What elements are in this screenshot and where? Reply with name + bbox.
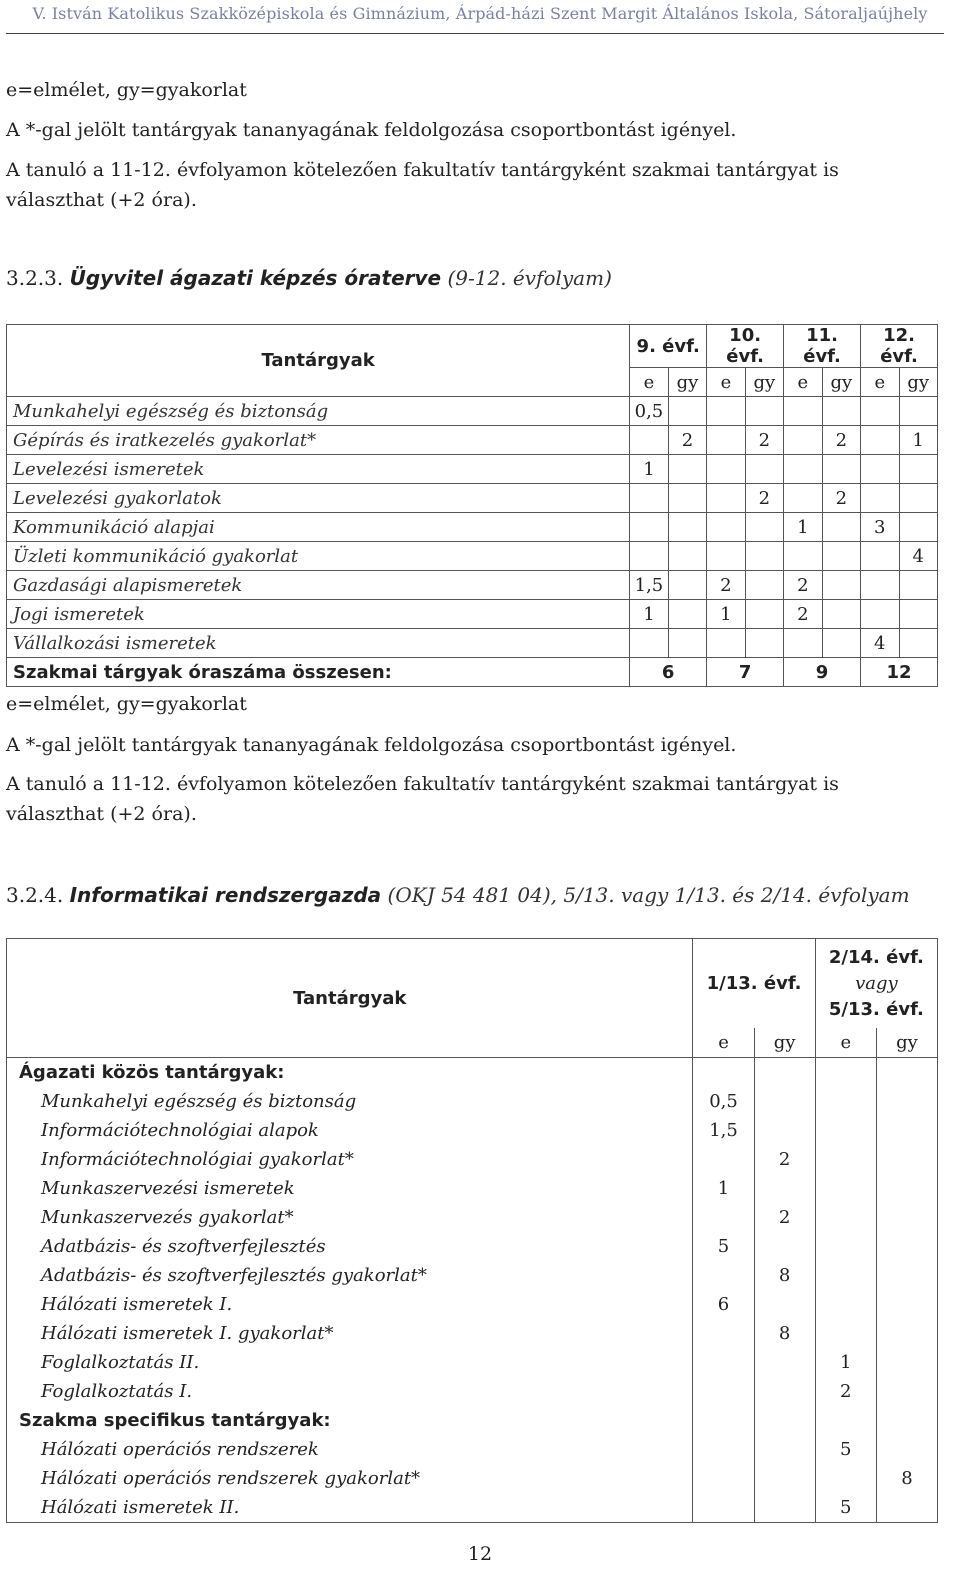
hours-cell xyxy=(899,455,938,484)
table-head-subjects: Tantárgyak xyxy=(7,939,693,1058)
category-label: Ágazati közös tantárgyak: xyxy=(7,1058,693,1088)
hours-cell xyxy=(745,571,783,600)
hours-cell xyxy=(822,542,860,571)
table-row xyxy=(7,1261,938,1290)
section-suffix: (OKJ 54 481 04), 5/13. vagy 1/13. és 2/14. évfolyam xyxy=(387,883,910,907)
table-row xyxy=(7,1464,938,1493)
hours-cell xyxy=(822,455,860,484)
legend: e=elmélet, gy=gyakorlat xyxy=(6,693,247,715)
table-row xyxy=(7,1290,938,1319)
table-row xyxy=(7,542,938,571)
hours-cell xyxy=(693,1435,754,1464)
hours-cell xyxy=(876,1174,937,1203)
hours-cell: 5 xyxy=(815,1493,876,1523)
hours-cell xyxy=(668,600,706,629)
hours-cell xyxy=(745,600,783,629)
hours-cell xyxy=(745,513,783,542)
hours-cell xyxy=(899,600,938,629)
hours-cell xyxy=(668,397,706,426)
hours-cell xyxy=(754,1493,815,1523)
table-row xyxy=(7,426,938,455)
table-row xyxy=(7,1174,938,1203)
hours-cell xyxy=(822,571,860,600)
col-gy: gy xyxy=(754,1028,815,1058)
subject-name: Levelezési ismeretek xyxy=(7,455,630,484)
subject-name: Munkahelyi egészség és biztonság xyxy=(7,397,630,426)
hours-cell: 0,5 xyxy=(630,397,668,426)
col-e: e xyxy=(861,368,899,397)
hours-cell: 2 xyxy=(754,1145,815,1174)
subject-name: Gazdasági alapismeretek xyxy=(7,571,630,600)
hours-cell xyxy=(899,629,938,658)
legend: e=elmélet, gy=gyakorlat xyxy=(6,79,247,101)
hours-cell xyxy=(784,629,822,658)
table-row xyxy=(7,1348,938,1377)
subject-name: Jogi ismeretek xyxy=(7,600,630,629)
subject-name: Adatbázis- és szoftverfejlesztés xyxy=(7,1232,693,1261)
hours-cell xyxy=(815,1464,876,1493)
hours-cell: 2 xyxy=(822,484,860,513)
hours-cell xyxy=(899,513,938,542)
hours-cell xyxy=(861,426,899,455)
hours-cell: 1 xyxy=(815,1348,876,1377)
hours-cell: 1 xyxy=(630,455,668,484)
hours-cell xyxy=(745,542,783,571)
hours-cell xyxy=(815,1174,876,1203)
hours-cell xyxy=(899,397,938,426)
hours-cell xyxy=(754,1464,815,1493)
hours-cell xyxy=(754,1232,815,1261)
total-label: Szakmai tárgyak óraszáma összesen: xyxy=(7,658,630,687)
total-cell: 9 xyxy=(784,658,861,687)
section-heading xyxy=(6,266,612,290)
col-gy: gy xyxy=(822,368,860,397)
note-group-split: A *-gal jelölt tantárgyak tananyagának feldolgozása csoportbontást igényel. xyxy=(6,734,737,756)
hours-cell xyxy=(668,484,706,513)
hours-cell xyxy=(876,1203,937,1232)
table-row xyxy=(7,629,938,658)
subject-name: Információtechnológiai gyakorlat* xyxy=(7,1145,693,1174)
subject-name: Foglalkoztatás II. xyxy=(7,1348,693,1377)
subject-name: Munkahelyi egészség és biztonság xyxy=(7,1087,693,1116)
table-row xyxy=(7,397,938,426)
hours-cell: 2 xyxy=(784,571,822,600)
subject-name: Munkaszervezés gyakorlat* xyxy=(7,1203,693,1232)
hours-cell xyxy=(876,1116,937,1145)
hours-cell xyxy=(693,1464,754,1493)
hours-cell: 8 xyxy=(876,1464,937,1493)
hours-cell xyxy=(630,513,668,542)
col-e: e xyxy=(707,368,745,397)
hours-cell xyxy=(876,1348,937,1377)
table-head-subjects: Tantárgyak xyxy=(7,325,630,397)
hours-cell: 1 xyxy=(693,1174,754,1203)
subject-name: Üzleti kommunikáció gyakorlat xyxy=(7,542,630,571)
hours-cell xyxy=(861,600,899,629)
subject-name: Levelezési gyakorlatok xyxy=(7,484,630,513)
section-suffix: (9-12. évfolyam) xyxy=(447,266,612,290)
page-header: V. István Katolikus Szakközépiskola és Gimnázium, Árpád-házi Szent Margit Általános Iskola, Sátoraljaújhely xyxy=(32,4,928,23)
hours-cell xyxy=(876,1261,937,1290)
table-row xyxy=(7,1087,938,1116)
table-row xyxy=(7,1145,938,1174)
hours-cell xyxy=(707,426,745,455)
hours-cell: 1 xyxy=(707,600,745,629)
hours-cell xyxy=(876,1087,937,1116)
hours-cell xyxy=(754,1116,815,1145)
hours-cell xyxy=(861,455,899,484)
section-title: Informatikai rendszergazda xyxy=(69,883,382,907)
table-row xyxy=(7,1116,938,1145)
hours-cell: 2 xyxy=(707,571,745,600)
hours-cell xyxy=(754,1348,815,1377)
col-e: e xyxy=(784,368,822,397)
hours-cell xyxy=(707,455,745,484)
hours-cell xyxy=(861,571,899,600)
hours-cell xyxy=(693,1145,754,1174)
table-row xyxy=(7,1435,938,1464)
hours-cell: 1,5 xyxy=(693,1116,754,1145)
hours-cell xyxy=(876,1377,937,1406)
year-header: 10. évf. xyxy=(707,325,784,368)
table-row xyxy=(7,455,938,484)
hours-cell xyxy=(693,1377,754,1406)
hours-cell: 1 xyxy=(630,600,668,629)
hours-cell xyxy=(707,484,745,513)
hours-cell xyxy=(784,455,822,484)
hours-cell xyxy=(668,455,706,484)
subject-name: Kommunikáció alapjai xyxy=(7,513,630,542)
year-header: 11. évf. xyxy=(784,325,861,368)
hours-cell: 8 xyxy=(754,1319,815,1348)
col-gy: gy xyxy=(876,1028,937,1058)
table-row xyxy=(7,600,938,629)
hours-cell xyxy=(693,1319,754,1348)
hours-cell xyxy=(784,397,822,426)
section-number: 3.2.3. xyxy=(6,266,64,290)
table-row xyxy=(7,513,938,542)
total-cell: 6 xyxy=(630,658,707,687)
hours-cell xyxy=(815,1319,876,1348)
hours-cell: 2 xyxy=(745,484,783,513)
subject-name: Hálózati ismeretek I. xyxy=(7,1290,693,1319)
year-header-line: 5/13. évf. xyxy=(828,998,924,1020)
hours-cell: 2 xyxy=(668,426,706,455)
total-cell: 12 xyxy=(861,658,938,687)
hours-cell xyxy=(784,484,822,513)
hours-cell: 2 xyxy=(822,426,860,455)
hours-cell xyxy=(630,426,668,455)
hours-cell xyxy=(693,1261,754,1290)
hours-cell xyxy=(822,629,860,658)
hours-cell: 8 xyxy=(754,1261,815,1290)
hours-cell xyxy=(815,1261,876,1290)
col-gy: gy xyxy=(745,368,783,397)
hours-cell: 2 xyxy=(784,600,822,629)
hours-cell xyxy=(754,1435,815,1464)
hours-cell xyxy=(861,542,899,571)
hours-cell xyxy=(815,1290,876,1319)
year-header: 9. évf. xyxy=(630,325,707,368)
hours-cell xyxy=(693,1493,754,1523)
subject-name: Hálózati operációs rendszerek gyakorlat* xyxy=(7,1464,693,1493)
total-cell: 7 xyxy=(707,658,784,687)
hours-cell xyxy=(668,629,706,658)
hours-cell xyxy=(707,542,745,571)
hours-cell: 2 xyxy=(754,1203,815,1232)
page-number: 12 xyxy=(467,1543,493,1565)
hours-cell xyxy=(630,484,668,513)
year-header xyxy=(815,939,937,1029)
subject-name: Adatbázis- és szoftverfejlesztés gyakorlat* xyxy=(7,1261,693,1290)
hours-cell xyxy=(876,1145,937,1174)
section-heading xyxy=(6,883,910,907)
hours-cell xyxy=(815,1087,876,1116)
note-elective: A tanuló a 11-12. évfolyamon kötelezően fakultatív tantárgyként szakmai tantárgyat is választhat (+2 óra). xyxy=(6,773,839,825)
hours-cell: 1,5 xyxy=(630,571,668,600)
table-row xyxy=(7,1493,938,1523)
table-row xyxy=(7,1203,938,1232)
col-gy: gy xyxy=(668,368,706,397)
hours-cell xyxy=(899,571,938,600)
hours-cell xyxy=(876,1435,937,1464)
col-e: e xyxy=(693,1028,754,1058)
hours-cell xyxy=(630,542,668,571)
hours-cell: 6 xyxy=(693,1290,754,1319)
year-header-line: 2/14. évf. xyxy=(828,946,924,968)
subject-name: Vállalkozási ismeretek xyxy=(7,629,630,658)
hours-cell xyxy=(707,397,745,426)
category-label: Szakma specifikus tantárgyak: xyxy=(7,1406,693,1435)
hours-cell: 1 xyxy=(899,426,938,455)
hours-cell xyxy=(822,513,860,542)
hours-cell: 5 xyxy=(815,1435,876,1464)
hours-cell xyxy=(876,1290,937,1319)
hours-cell xyxy=(754,1377,815,1406)
col-e: e xyxy=(630,368,668,397)
hours-cell: 3 xyxy=(861,513,899,542)
subject-name: Hálózati ismeretek II. xyxy=(7,1493,693,1523)
hours-cell xyxy=(784,542,822,571)
hours-cell: 1 xyxy=(784,513,822,542)
hours-cell: 2 xyxy=(815,1377,876,1406)
header-rule xyxy=(6,33,944,34)
hours-cell xyxy=(668,513,706,542)
table-row xyxy=(7,571,938,600)
hours-cell: 4 xyxy=(899,542,938,571)
year-header-or: vagy xyxy=(855,972,898,994)
hours-cell xyxy=(784,426,822,455)
subject-name: Munkaszervezési ismeretek xyxy=(7,1174,693,1203)
hours-cell xyxy=(745,455,783,484)
note-elective: A tanuló a 11-12. évfolyamon kötelezően fakultatív tantárgyként szakmai tantárgyat is választhat (+2 óra). xyxy=(6,159,839,211)
hours-cell xyxy=(861,397,899,426)
hours-cell xyxy=(822,397,860,426)
hours-cell xyxy=(707,629,745,658)
hours-cell xyxy=(754,1087,815,1116)
hours-cell xyxy=(668,542,706,571)
hours-cell xyxy=(815,1116,876,1145)
subject-name: Hálózati operációs rendszerek xyxy=(7,1435,693,1464)
hours-cell: 4 xyxy=(861,629,899,658)
hours-cell: 5 xyxy=(693,1232,754,1261)
subject-name: Információtechnológiai alapok xyxy=(7,1116,693,1145)
hours-cell xyxy=(630,629,668,658)
hours-cell xyxy=(815,1145,876,1174)
section-title: Ügyvitel ágazati képzés óraterve xyxy=(69,266,442,290)
note-group-split: A *-gal jelölt tantárgyak tananyagának feldolgozása csoportbontást igényel. xyxy=(6,119,737,141)
hours-cell xyxy=(668,571,706,600)
hours-cell xyxy=(693,1203,754,1232)
col-gy: gy xyxy=(899,368,938,397)
hours-cell xyxy=(754,1290,815,1319)
hours-cell xyxy=(754,1174,815,1203)
hours-cell xyxy=(861,484,899,513)
hours-cell xyxy=(815,1203,876,1232)
total-row xyxy=(7,658,938,687)
section-number: 3.2.4. xyxy=(6,883,64,907)
hours-cell xyxy=(876,1232,937,1261)
table-row xyxy=(7,1377,938,1406)
table-row xyxy=(7,484,938,513)
year-header: 1/13. évf. xyxy=(693,939,815,1029)
table-row xyxy=(7,1232,938,1261)
hours-cell: 0,5 xyxy=(693,1087,754,1116)
hours-cell: 2 xyxy=(745,426,783,455)
hours-cell xyxy=(745,397,783,426)
hours-cell xyxy=(745,629,783,658)
hours-cell xyxy=(899,484,938,513)
year-header: 12. évf. xyxy=(861,325,938,368)
hours-cell xyxy=(815,1232,876,1261)
subject-name: Foglalkoztatás I. xyxy=(7,1377,693,1406)
hours-cell xyxy=(822,600,860,629)
col-e: e xyxy=(815,1028,876,1058)
subject-name: Gépírás és iratkezelés gyakorlat* xyxy=(7,426,630,455)
hours-cell xyxy=(693,1348,754,1377)
hours-cell xyxy=(876,1493,937,1523)
rendszergazda-table xyxy=(6,938,938,1523)
subject-name: Hálózati ismeretek I. gyakorlat* xyxy=(7,1319,693,1348)
curriculum-table xyxy=(6,324,938,687)
hours-cell xyxy=(876,1319,937,1348)
table-row xyxy=(7,1319,938,1348)
hours-cell xyxy=(707,513,745,542)
